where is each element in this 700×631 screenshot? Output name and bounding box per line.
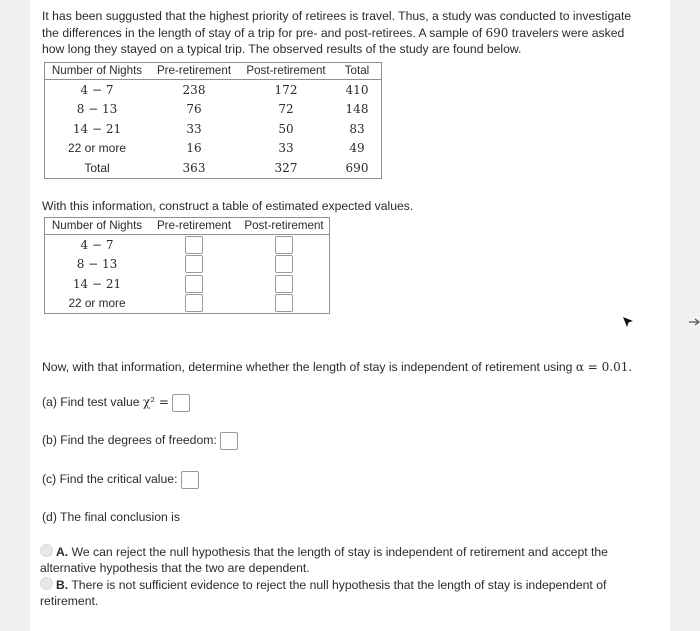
expected-post-cell: [239, 274, 330, 294]
table-row: [45, 100, 382, 120]
intro-line-3: how long they stayed on a typical trip. The observed results of the study are found below.: [42, 42, 522, 56]
header-nights: Number of Nights: [45, 63, 150, 80]
expected-pre-cell: [149, 255, 239, 275]
expected-post-input[interactable]: [275, 236, 293, 254]
alpha-value: α = 0.01.: [575, 360, 633, 374]
row-label: 22 or more: [67, 141, 127, 156]
choice-text: There is not sufficient evidence to reject the null hypothesis that the length of stay is independent of: [68, 578, 607, 592]
choice-text-cont: retirement.: [40, 594, 99, 608]
table-row: [45, 294, 330, 314]
expected-post-cell: [239, 294, 330, 314]
radio-button[interactable]: [40, 577, 53, 590]
expected-pre-input[interactable]: [185, 236, 203, 254]
expected-post-input[interactable]: [275, 255, 293, 273]
table-row: [45, 158, 382, 178]
test-value-input[interactable]: [172, 394, 190, 412]
pre-value: 33: [186, 121, 202, 136]
degrees-of-freedom-input[interactable]: [220, 432, 238, 450]
expected-table: [44, 217, 330, 314]
row-label: 22 or more: [68, 296, 126, 311]
total-value: 83: [349, 121, 365, 136]
choice-letter: B.: [56, 578, 69, 592]
choice-b[interactable]: [40, 577, 660, 609]
expected-pre-cell: [149, 235, 239, 255]
table-row: [45, 274, 330, 294]
expected-instructions: With this information, construct a table of estimated expected values.: [42, 199, 414, 213]
pre-value: 238: [182, 82, 206, 97]
header-post: Post-retirement: [239, 218, 330, 235]
chi-square-symbol: χ² =: [142, 395, 169, 410]
expected-pre-input[interactable]: [185, 255, 203, 273]
question-c: (c) Find the critical value:: [42, 471, 199, 489]
question-page: [30, 0, 670, 631]
independence-question: Now, with that information, determine whether the length of stay is independent of retirement using α = 0.01.: [42, 360, 633, 374]
row-label: Total: [84, 160, 110, 175]
sample-size: 690: [485, 25, 509, 40]
total-value: 148: [345, 102, 369, 117]
row-label: 14 − 21: [72, 276, 122, 291]
row-label: 4 − 7: [80, 82, 114, 97]
header-total: Total: [333, 63, 382, 80]
expected-header-row: [45, 218, 330, 235]
expected-post-input[interactable]: [275, 275, 293, 293]
choice-text-cont: alternative hypothesis that the two are dependent.: [40, 561, 310, 575]
expected-pre-input[interactable]: [185, 275, 203, 293]
table-row: [45, 80, 382, 100]
intro-line-1: It has been suggusted that the highest priority of retirees is travel. Thus, a study was conducted to investigate: [42, 9, 632, 23]
question-b: (b) Find the degrees of freedom:: [42, 432, 238, 450]
total-value: 690: [345, 160, 369, 175]
post-value: 33: [278, 141, 294, 156]
pre-value: 16: [186, 141, 202, 156]
header-post: Post-retirement: [239, 63, 333, 80]
question-d: (d) The final conclusion is: [42, 510, 180, 524]
total-value: 410: [345, 82, 369, 97]
row-label: 4 − 7: [80, 237, 114, 252]
expected-post-cell: [239, 235, 330, 255]
post-value: 327: [274, 160, 298, 175]
expected-post-cell: [239, 255, 330, 275]
mouse-cursor-icon: [621, 315, 635, 329]
radio-button[interactable]: [40, 544, 53, 557]
pre-value: 363: [182, 160, 206, 175]
header-nights: Number of Nights: [45, 218, 150, 235]
table-row: [45, 119, 382, 139]
total-value: 49: [349, 141, 365, 156]
choice-a[interactable]: [40, 544, 660, 576]
row-label: 8 − 13: [76, 257, 118, 272]
header-pre: Pre-retirement: [149, 63, 239, 80]
intro-line-2: the differences in the length of stay of a trip for pre- and post-retirees. A sample of 690 travelers were asked: [42, 25, 625, 40]
pre-value: 76: [186, 102, 202, 117]
table-row: [45, 235, 330, 255]
post-value: 50: [278, 121, 294, 136]
choice-text: We can reject the null hypothesis that the length of stay is independent of retirement and accept the: [68, 545, 608, 559]
critical-value-input[interactable]: [181, 471, 199, 489]
observed-header-row: [45, 63, 382, 80]
table-row: [45, 255, 330, 275]
question-a: (a) Find test value χ² =: [42, 394, 190, 412]
choice-letter: A.: [56, 545, 69, 559]
observed-table: [44, 62, 382, 179]
post-value: 72: [278, 102, 294, 117]
header-pre: Pre-retirement: [149, 218, 239, 235]
post-value: 172: [274, 82, 298, 97]
edge-arrow-icon: [688, 318, 700, 326]
row-label: 8 − 13: [76, 102, 118, 117]
table-row: [45, 139, 382, 159]
expected-pre-input[interactable]: [185, 294, 203, 312]
expected-pre-cell: [149, 274, 239, 294]
expected-post-input[interactable]: [275, 294, 293, 312]
expected-pre-cell: [149, 294, 239, 314]
problem-statement: [42, 8, 658, 58]
row-label: 14 − 21: [72, 121, 122, 136]
